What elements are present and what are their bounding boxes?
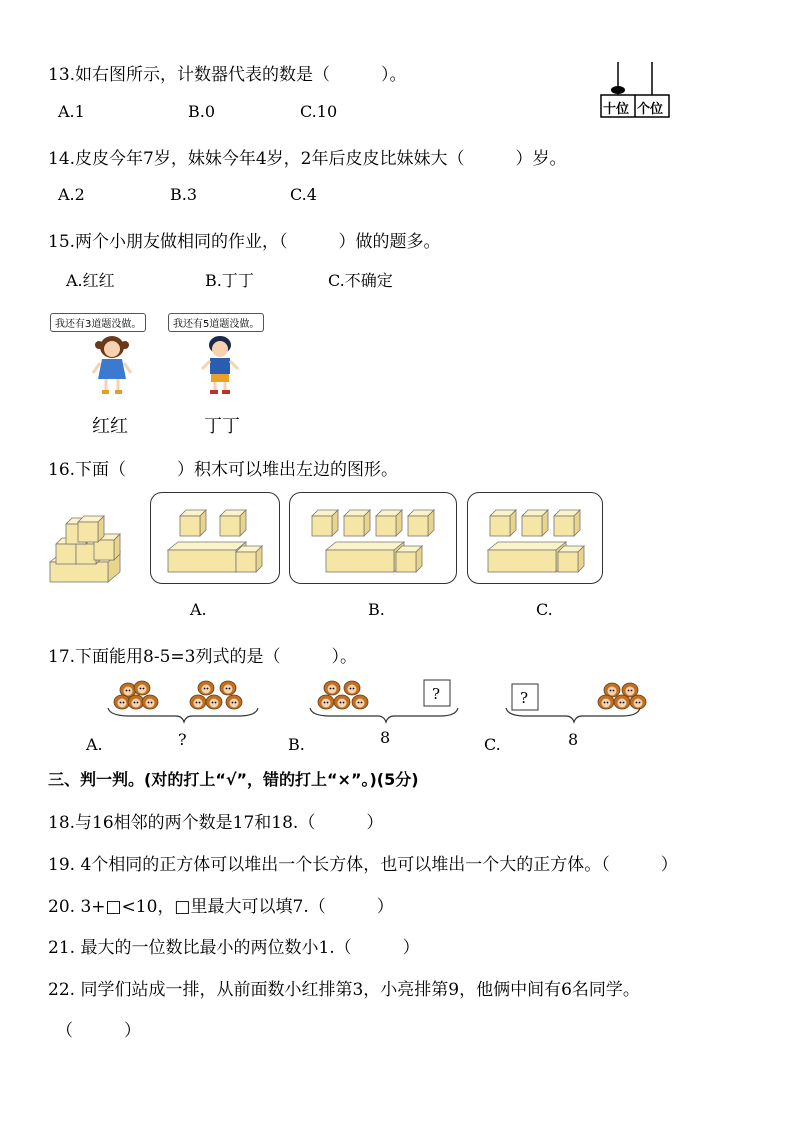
q17-b-box-mark: ? <box>432 685 441 703</box>
target-shape <box>50 516 120 582</box>
q17-a-label: ? <box>178 730 187 749</box>
q15-text: 15.两个小朋友做相同的作业，（ ）做的题多。 <box>48 232 441 252</box>
q17-a-hedgehogs <box>114 681 242 709</box>
q17-option-b: B. <box>288 735 305 754</box>
q13-option-b: B.0 <box>188 102 216 121</box>
q22-text: 22. 同学们站成一排，从前面数小红排第3，小亮排第9，他俩中间有6名同学。 <box>48 980 640 1000</box>
boy-illustration <box>198 333 242 395</box>
q17-c-hedgehogs <box>598 683 646 709</box>
girl-name: 红红 <box>92 416 128 437</box>
q17-option-a: A. <box>86 735 103 754</box>
q17-figure <box>0 670 794 730</box>
q13-option-a: A.1 <box>58 102 85 121</box>
q19-text: 19. 4个相同的正方体可以堆出一个长方体，也可以堆出一个大的正方体。（ ） <box>48 855 678 875</box>
q13-option-c: C.10 <box>300 102 338 121</box>
option-a-frame <box>150 492 280 584</box>
q16-option-b: B. <box>368 600 385 619</box>
girl-speech-bubble: 我还有3道题没做。 <box>50 313 146 332</box>
q20-text: 20. 3+□<10，□里最大可以填7.（ ） <box>48 897 394 917</box>
q13-text: 13.如右图所示，计数器代表的数是（ ）。 <box>48 65 407 85</box>
abacus-ones-label: 个位 <box>637 102 664 117</box>
q15-option-b: B.丁丁 <box>205 271 254 290</box>
q17-text: 17.下面能用8-5=3列式的是（ ）。 <box>48 647 357 667</box>
q16-option-c: C. <box>536 600 553 619</box>
q15-option-a: A.红红 <box>66 271 115 290</box>
q14-option-a: A.2 <box>58 185 85 204</box>
option-c-frame <box>467 492 603 584</box>
q17-b-label: 8 <box>380 728 391 747</box>
q17-c-box-mark: ? <box>520 689 529 707</box>
boy-name: 丁丁 <box>204 416 240 437</box>
q16-option-a: A. <box>190 600 207 619</box>
girl-illustration <box>90 333 134 395</box>
q16-text: 16.下面（ ）积木可以堆出左边的图形。 <box>48 460 399 480</box>
q22-answer-blank: （ ） <box>56 1021 141 1041</box>
option-b-frame <box>289 492 457 584</box>
abacus-tens-label: 十位 <box>603 102 630 117</box>
q17-b-hedgehogs <box>318 681 368 709</box>
q18-text: 18.与16相邻的两个数是17和18.（ ） <box>48 813 384 833</box>
boy-speech-bubble: 我还有5道题没做。 <box>168 313 264 332</box>
q14-option-c: C.4 <box>290 185 317 204</box>
abacus-figure <box>600 60 670 120</box>
q21-text: 21. 最大的一位数比最小的两位数小1.（ ） <box>48 938 420 958</box>
q17-c-label: 8 <box>568 730 579 749</box>
q15-option-c: C.不确定 <box>328 271 393 290</box>
q14-text: 14.皮皮今年7岁，妹妹今年4岁，2年后皮皮比妹妹大（ ）岁。 <box>48 149 567 169</box>
q17-option-c: C. <box>484 735 501 754</box>
abacus-bead <box>611 86 625 94</box>
q14-option-b: B.3 <box>170 185 198 204</box>
section3-title: 三、判一判。(对的打上“√”，错的打上“×”。)(5分) <box>48 770 419 789</box>
